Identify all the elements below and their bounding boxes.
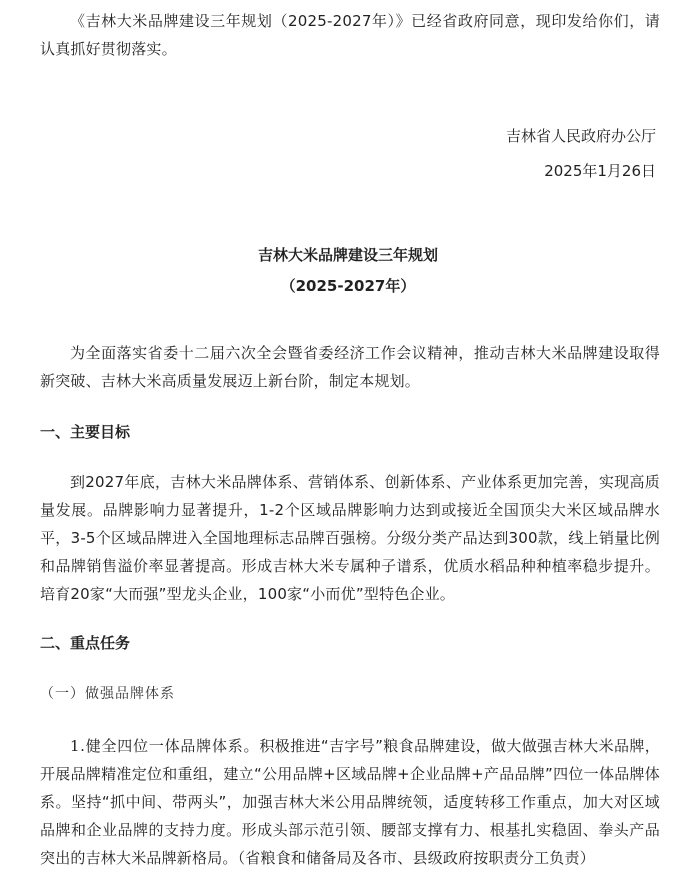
document-title: 吉林大米品牌建设三年规划: [257, 246, 438, 264]
intro-paragraph: [40, 7, 660, 63]
preamble-paragraph: [40, 339, 660, 395]
issue-date: 2025年1月26日: [544, 162, 656, 180]
document-subtitle: （2025-2027年）: [280, 277, 416, 295]
intro-text: 《吉林大米品牌建设三年规划（2025-2027年）》已经省政府同意，现印发给你们，请认真抓好贯彻落实。: [40, 12, 660, 58]
preamble-text: 为全面落实省委十二届六次全会暨省委经济工作会议精神，推动吉林大米品牌建设取得新突破、吉林大米高质量发展迈上新台阶，制定本规划。: [40, 344, 660, 390]
goals-text: 到2027年底，吉林大米品牌体系、营销体系、创新体系、产业体系更加完善，实现高质量发展。品牌影响力显著提升，1-2个区域品牌影响力达到或接近全国顶尖大米区域品牌水平，3-5个区域品牌进入全国地理标志品牌百强榜。分级分类产品达到300款，线上销量比例和品牌销售溢价率显著提高。形成吉林大米专属种子谱系，优质水稻品种种植率稳步提升。培育20家“大而强”型龙头企业，100家“小而优”型特色企业。: [40, 473, 660, 603]
task-item-1-paragraph: [40, 732, 660, 872]
task-item-1-body: 积极推进“吉字号”粮食品牌建设，做大做强吉林大米品牌，开展品牌精准定位和重组，建立“公用品牌+区域品牌+企业品牌+产品品牌”四位一体品牌体系。坚持“抓中间、带两头”，加强吉林大米公用品牌统领，适度转移工作重点，加大对区域品牌和企业品牌的支持力度。形成头部示范引领、腰部支撑有力、根基扎实稳固、拳头产品突出的吉林大米品牌新格局。（省粮食和储备局及各市、县级政府按职责分工负责）: [40, 737, 660, 867]
task-item-1-lead: 1.健全四位一体品牌体系。: [70, 737, 260, 755]
subsection-heading-brand-system: （一）做强品牌体系: [40, 686, 175, 702]
section-heading-tasks: 二、重点任务: [40, 634, 131, 652]
issuer-name: 吉林省人民政府办公厅: [505, 127, 656, 145]
goals-paragraph: [40, 468, 660, 608]
section-heading-goals: 一、主要目标: [40, 423, 131, 441]
